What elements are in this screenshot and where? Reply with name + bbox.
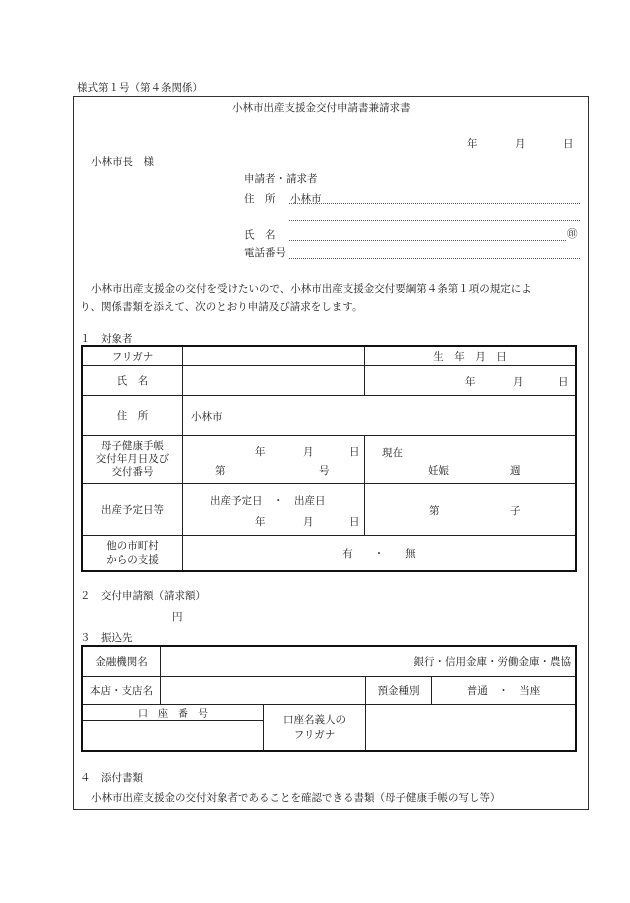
- section1-heading: １ 対象者: [80, 333, 133, 345]
- subject-name-label: 氏 名: [83, 366, 183, 396]
- due-year: 年: [255, 516, 266, 528]
- subject-address-field[interactable]: [183, 396, 576, 436]
- birthdate-field[interactable]: [365, 366, 576, 396]
- date-month: 月: [515, 138, 526, 150]
- account-type-label: 預金種別: [366, 677, 432, 705]
- bank-name-label: 金融機関名: [83, 647, 161, 677]
- techo-label: [83, 436, 183, 484]
- phone-line[interactable]: [289, 258, 580, 259]
- birth-month: 月: [513, 376, 524, 388]
- intro-text-2: り、関係書類を添えて、次のとおり申請及び請求をします。: [80, 301, 363, 313]
- holder-label: [264, 705, 366, 751]
- subject-address-value: 小林市: [191, 411, 223, 423]
- bank-types: 銀行・信用金庫・労働金庫・農協: [413, 656, 571, 668]
- form-title: 小林市出産支援金交付申請書兼請求書: [232, 102, 411, 114]
- date-day: 日: [563, 138, 574, 150]
- subject-name-field[interactable]: [183, 366, 365, 396]
- techo-dai: 第: [215, 465, 226, 477]
- seal-mark: ㊞: [567, 228, 578, 240]
- attachment-text: 小林市出産支援金の交付対象者であることを確認できる書類（母子健康手帳の写し等）: [91, 792, 501, 804]
- child-dai: 第: [429, 505, 440, 517]
- intro-text-1: 小林市出産支援金の交付を受けたいので、小林市出産支援金交付要綱第４条第１項の規定によ: [91, 283, 532, 295]
- form-number: 様式第１号（第４条関係）: [77, 82, 203, 94]
- due-month: 月: [303, 516, 314, 528]
- pregnancy-label: 妊娠: [428, 465, 449, 477]
- birthdate-label: 生 年 月 日: [365, 347, 576, 366]
- techo-field[interactable]: [183, 436, 365, 484]
- branch-field[interactable]: [161, 677, 366, 705]
- addressee: 小林市長 様: [91, 156, 154, 168]
- holder-field[interactable]: [366, 705, 576, 751]
- section4-heading: ４ 添付書類: [80, 772, 143, 784]
- other-support-label: [83, 536, 183, 571]
- furigana-field[interactable]: [183, 347, 365, 366]
- current-label: 現在: [382, 447, 403, 459]
- applicant-address-label: 住 所: [244, 193, 276, 205]
- section2-heading: ２ 交付申請額（請求額）: [80, 590, 206, 602]
- due-day: 日: [349, 516, 360, 528]
- other-support-options[interactable]: 有 ・ 無: [183, 536, 576, 571]
- techo-label-line3: 交付番号: [111, 466, 154, 478]
- applicant-name-label: 氏 名: [244, 229, 276, 241]
- bank-table: [82, 646, 576, 751]
- birth-year: 年: [465, 376, 476, 388]
- due-label: 出産予定日等: [83, 484, 183, 536]
- applicant-phone-label: 電話番号: [244, 247, 286, 259]
- holder-label-line1: 口座名義人の: [283, 713, 346, 726]
- account-number-label: 口 座 番 号: [83, 705, 264, 721]
- address-line-1: [289, 203, 580, 204]
- other-support-line1: 他の市町村: [106, 540, 159, 552]
- date-year: 年: [467, 138, 478, 150]
- subject-table: [82, 346, 576, 571]
- pregnancy-field[interactable]: [365, 436, 576, 484]
- techo-label-line1: 母子健康手帳: [101, 440, 164, 452]
- name-line[interactable]: [289, 240, 566, 241]
- address-line-2: [289, 220, 580, 221]
- techo-go: 号: [319, 465, 330, 477]
- holder-label-line2: フリガナ: [293, 728, 336, 741]
- bank-name-field[interactable]: [161, 647, 576, 677]
- furigana-label: フリガナ: [83, 347, 183, 366]
- subject-address-label: 住 所: [83, 396, 183, 436]
- techo-month: 月: [303, 446, 314, 458]
- other-support-line2: からの支援: [106, 554, 159, 566]
- child-ko: 子: [510, 505, 521, 517]
- due-options: 出産予定日 ・ 出産日: [210, 495, 326, 507]
- applicant-address-value[interactable]: 小林市: [290, 193, 322, 205]
- account-type-options[interactable]: 普通 ・ 当座: [432, 677, 576, 705]
- techo-label-line2: 交付年月日及び: [95, 453, 170, 465]
- branch-label: 本店・支店名: [83, 677, 161, 705]
- birth-day: 日: [558, 376, 569, 388]
- techo-year: 年: [255, 446, 266, 458]
- techo-day: 日: [349, 446, 360, 458]
- account-number-field[interactable]: [83, 721, 264, 751]
- weeks-label: 週: [510, 465, 521, 477]
- applicant-heading: 申請者・請求者: [244, 173, 318, 185]
- child-order-field[interactable]: [365, 484, 576, 536]
- amount-unit: 円: [172, 611, 183, 623]
- section3-heading: ３ 振込先: [80, 632, 133, 644]
- due-field[interactable]: [183, 484, 365, 536]
